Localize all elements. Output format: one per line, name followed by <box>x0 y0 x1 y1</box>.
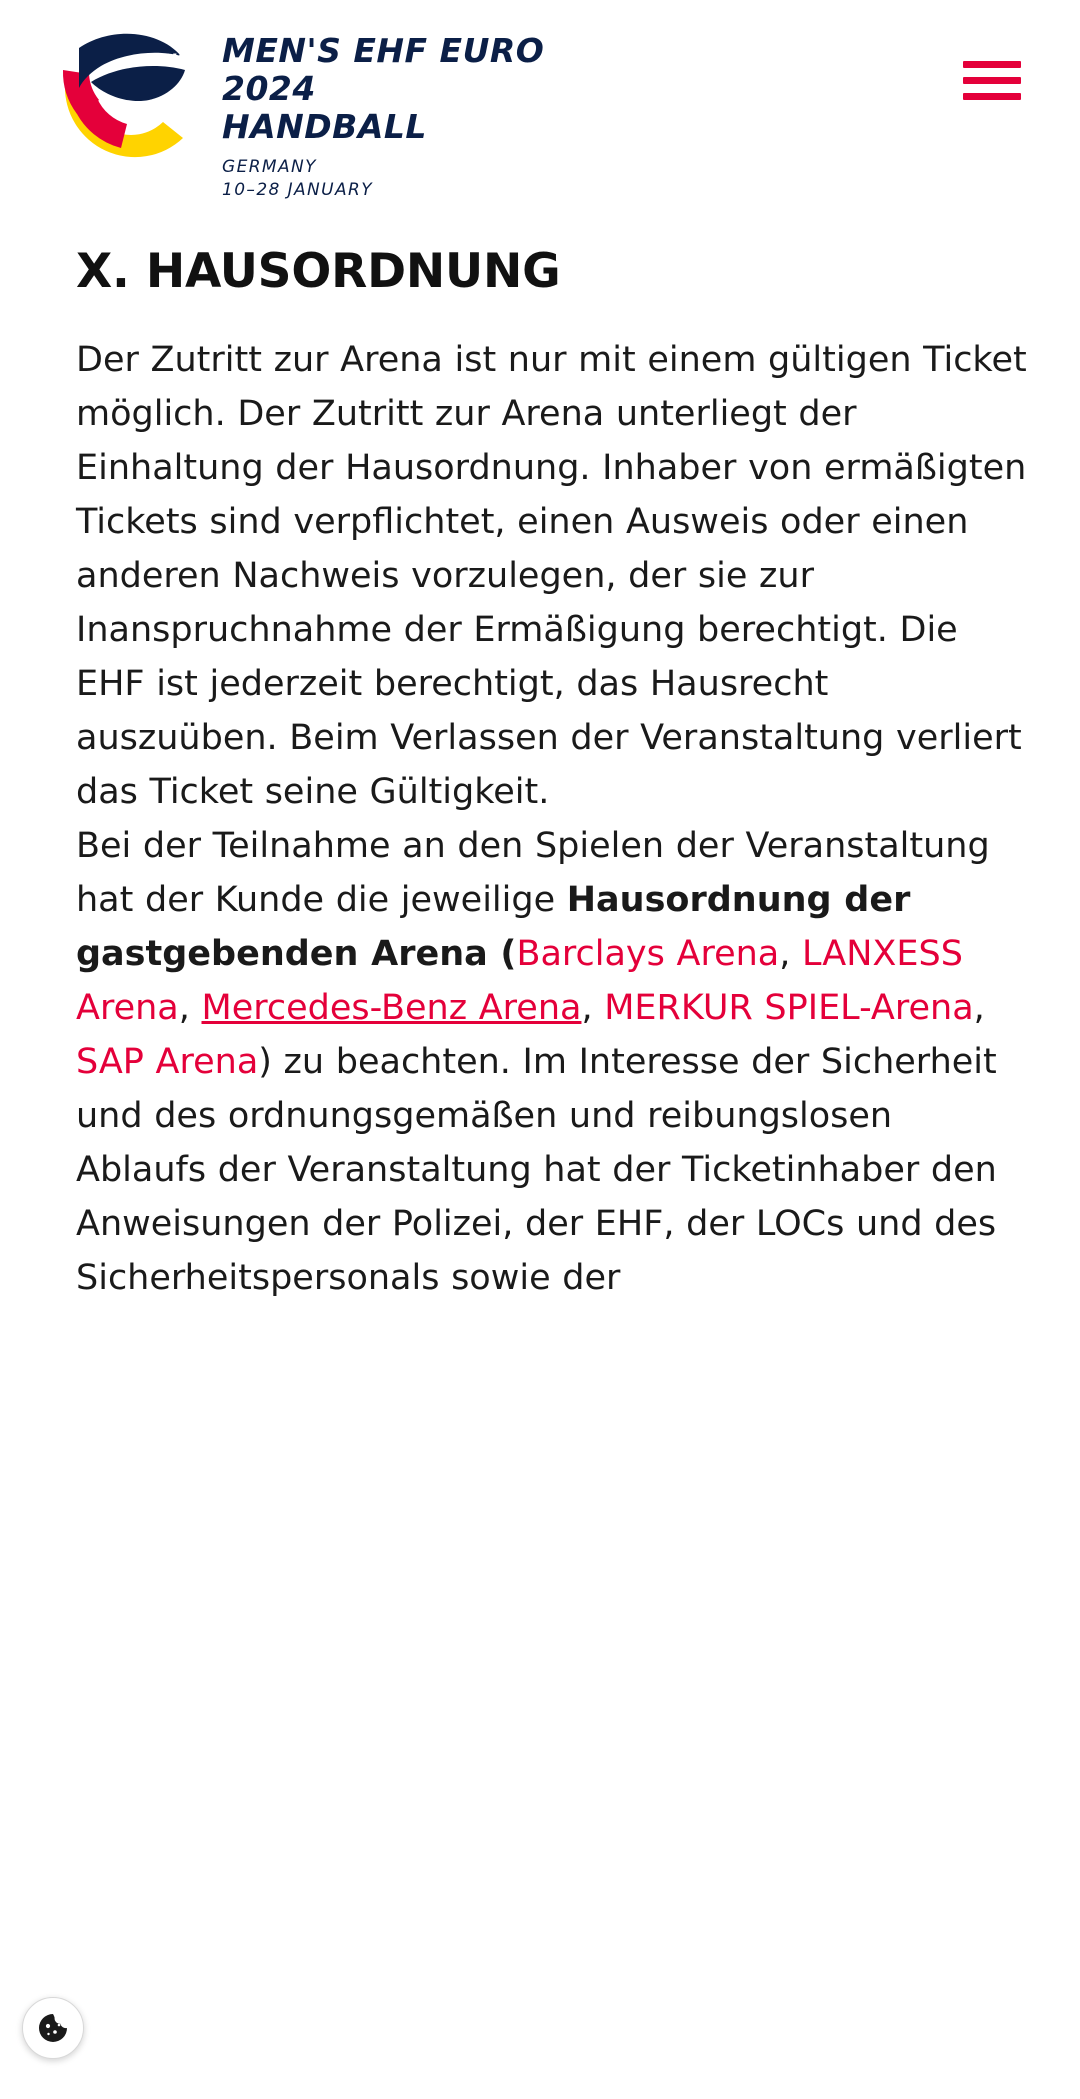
sep-4: , <box>973 988 985 1028</box>
paragraph-arena-house-rules <box>76 819 1032 1305</box>
svg-text:EHF: EHF <box>151 51 189 71</box>
page-title: X. HAUSORDNUNG <box>76 244 561 299</box>
cookie-settings-icon[interactable] <box>22 1997 84 2059</box>
paragraph2-trailing-text: ) zu beachten. Im Interesse der Sicherheit und des ordnungsgemäßen und reibungslosen Ablaufs der Veranstaltung hat der Ticketinhaber den Anweisungen der Polizei, der EHF, der LOCs und des Sicherheitspersonals sowie der <box>76 1042 997 1298</box>
link-sap-arena[interactable]: SAP Arena <box>76 1042 259 1082</box>
sep-3: , <box>581 988 605 1028</box>
header-title-line1: MEN'S EHF EURO 2024 <box>222 31 545 108</box>
header-title-block <box>222 32 642 202</box>
header-subtitle-country: GERMANY <box>222 156 317 177</box>
hamburger-bar-3 <box>963 93 1021 100</box>
link-barclays-arena[interactable]: Barclays Arena <box>516 934 780 974</box>
header-title-line2: HANDBALL <box>222 106 427 146</box>
sep-1: , <box>779 934 802 974</box>
link-lanxess-arena[interactable]: LANXESS Arena <box>76 934 963 1028</box>
link-mercedes-benz-arena[interactable]: Mercedes-Benz Arena <box>201 988 582 1028</box>
site-header <box>0 0 1080 222</box>
sep-2: , <box>178 988 202 1028</box>
paragraph2-bold-text: Hausordnung der gastgebenden Arena ( <box>76 880 911 974</box>
hamburger-bar-2 <box>963 77 1021 84</box>
paragraph2-lead-text: Bei der Teilnahme an den Spielen der Veranstaltung hat der Kunde die jeweilige <box>76 826 990 920</box>
cookie-icon <box>35 2010 71 2046</box>
ehf-euro-logo[interactable] <box>55 22 215 172</box>
link-merkur-spiel-arena[interactable]: MERKUR SPIEL-Arena <box>604 988 974 1028</box>
hamburger-menu-icon[interactable] <box>963 58 1025 102</box>
hamburger-bar-1 <box>963 61 1021 68</box>
paragraph-house-rules-intro: Der Zutritt zur Arena ist nur mit einem gültigen Ticket möglich. Der Zutritt zur Arena unterliegt der Einhaltung der Hausordnung. Inhaber von ermäßigten Tickets sind verpflichtet, einen Ausweis oder einen anderen Nachweis vorzulegen, der sie zur Inanspruchnahme der Ermäßigung berechtigt. Die EHF ist jederzeit berechtigt, das Hausrecht auszuüben. Beim Verlassen der Veranstaltung verliert das Ticket seine Gültigkeit. <box>76 340 1027 812</box>
header-subtitle-dates: 10–28 JANUARY <box>222 179 373 200</box>
main-content <box>0 222 1080 1305</box>
